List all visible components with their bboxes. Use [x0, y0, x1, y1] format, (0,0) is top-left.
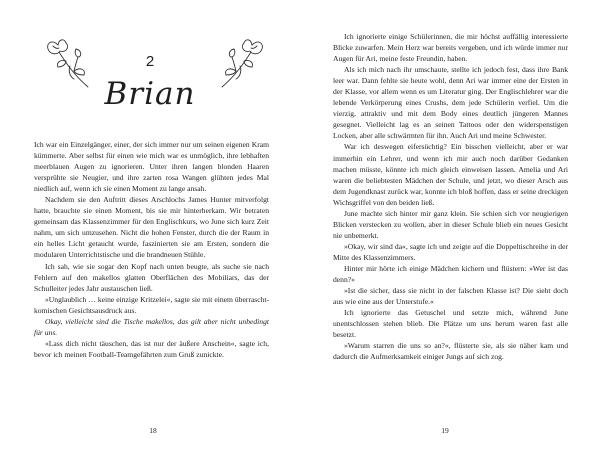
- paragraph: »Okay, wir sind da«, sagte ich und zeigte auf die Doppeltischreihe in der Mitte des Klassenzimmers.: [333, 241, 568, 262]
- paragraph: Hinter mir hörte ich einige Mädchen kichern und flüstern: »Wer ist das denn?«: [333, 263, 568, 285]
- paragraph-italic: Okay, vielleicht sind die Tische makellos, das gilt aber nicht unbedingt für uns.: [34, 316, 269, 337]
- page-number-right: 19: [441, 426, 449, 435]
- paragraph: Ich war ein Einzelgänger, einer, der sich immer nur um seinen eigenen Kram kümmerte. Aber selbst für einen wie mich war es unmöglich, ihre lebhaften meerblauen Augen zu ignorieren. Unter ihren langen blonden Haaren versprühte sie Neugier, und ihre zarten rosa Wangen glühten jedes Mal niedlich auf, wenn ich sie einen Moment zu lange ansah.: [34, 140, 269, 194]
- right-page-text: [333, 31, 568, 362]
- paragraph: War ich deswegen eifersüchtig? Ein bisschen vielleicht, aber er war immerhin ein Lehrer, und wenn ich mir auch noch darüber Gedanken machen müsste, könnte ich mich gleich einweisen lassen. Amelia und Ari waren die beliebtesten Mädchen der Schule, und jetzt, wo dieser Arsch aus dem Jugendknast zurück war, konnte ich bloß hoffen, dass er seine dreckigen Wichsgriffel von den beiden ließ.: [333, 142, 568, 207]
- paragraph: »Warum starren die uns so an?«, flüsterte sie, als sie näher kam und dadurch die Aufmerksamkeit einiger Jungs auf sich zog.: [333, 341, 568, 362]
- paragraph: Ich sah, wie sie sogar den Kopf nach unten beugte, als suche sie nach Fehlern auf den makellos glatten Oberflächen des Mobiliars, das der Schulleiter jedes Jahr austauschen ließ.: [34, 261, 269, 293]
- paragraph: »Lass dich nicht täuschen, das ist nur der äußere Anschein«, sagte ich, bevor ich meinen Football-Teamgefährten zum Gruß zunickte.: [34, 338, 269, 359]
- paragraph: »Ist die sicher, dass sie nicht in der falschen Klasse ist? Die sieht doch aus wie eine aus der Unterstufe.«: [333, 286, 568, 307]
- left-page-text: [34, 139, 269, 360]
- page-number-left: 18: [149, 426, 157, 435]
- paragraph: Als ich mich nach ihr umschaute, stellte ich jedoch fest, dass ihre Bank leer war. Dann fehlte sie heute wohl, denn Ari war immer eine der Ersten in der Klasse, vor allem wenn es um Literatur ging. Der Englischlehrer war die lebende Verkörperung eines Crushs, dem jede Schülerin verfiel. Um die vierzig, attraktiv und mit dem Body eines deutlich jüngeren Mannes gesegnet. Vielleicht lag es an seinen Tattoos oder den widerspenstigen Locken, aber alle schwärmten für ihn. Auch Ari und meine Schwester.: [333, 65, 568, 141]
- paragraph: Ich ignorierte einige Schülerinnen, die mir höchst auffällig interessierte Blicke zuwarfen. Mein Herz war bereits vergeben, und ich würde immer nur Augen für Ari, meine feste Freundin, haben.: [333, 32, 568, 64]
- paragraph: Ich ignorierte das Getuschel und setzte mich, während June unentschlossen stehen blieb. Die Plätze um uns herum waren fast alle besetzt.: [333, 308, 568, 340]
- paragraph: Nachdem sie den Auftritt dieses Arschlochs James Hunter mitverfolgt hatte, brauchte sie einen Moment, bis sie mir hinterherkam. Wir betraten gemeinsam das Klassenzimmer für den Englischkurs, wo June sich kurz Zeit nahm, um sich umzusehen. Nicht die hohen Fenster, durch die der Raum in ein helles Licht getaucht wurde, faszinierten sie am Ersten, sondern die modularen Unterrichtstische und die brandneuen Stühle.: [34, 195, 269, 260]
- right-page: [300, 0, 600, 458]
- poppy-flower-icon: [214, 33, 266, 93]
- chapter-title: Brian: [104, 76, 196, 112]
- chapter-number: 2: [145, 53, 155, 70]
- paragraph: »Unglaublich … keine einzige Kritzelei«, sagte sie mit einem überrascht-komischen Gesichtsausdruck aus.: [34, 294, 269, 315]
- paragraph: June machte sich hinter mir ganz klein. Sie schien sich vor neugierigen Blicken verstecken zu wollen, aber in dieser Schule blieb ein neues Gesicht nie unbemerkt.: [333, 208, 568, 240]
